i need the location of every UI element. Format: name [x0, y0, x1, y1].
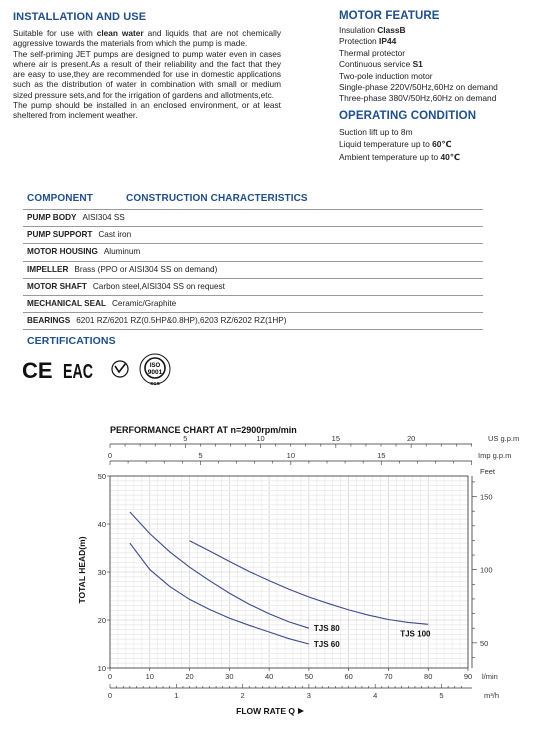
lmin-tick-label: 50 — [304, 672, 314, 681]
x-axis-label-text: FLOW RATE Q — [236, 706, 295, 716]
ce-mark-icon: CE — [22, 358, 53, 383]
lmin-tick-label: 90 — [463, 672, 473, 681]
impgpm-tick-label: 0 — [107, 451, 113, 460]
motor-three-phase: Three-phase 380V/50Hz,60Hz on demand — [339, 93, 497, 104]
iso-seal-text: ISO — [149, 363, 161, 369]
insulation-value: ClassB — [377, 25, 406, 35]
motor-insulation — [339, 25, 498, 36]
impgpm-unit-label: Imp g.p.m — [478, 451, 512, 460]
operating-condition-title: OPERATING CONDITION — [339, 110, 477, 122]
series-label: TJS 80 — [313, 624, 340, 634]
flow-arrow-icon — [298, 708, 304, 714]
row-value: Carbon steel,AISI304 SS on request — [92, 281, 225, 291]
component-header: COMPONENT — [27, 193, 93, 204]
impgpm-tick-label: 5 — [198, 451, 203, 460]
motor-protection — [339, 36, 498, 47]
service-label: Continuous service — [339, 59, 413, 70]
row-value: Brass (PPO or AISI304 SS on demand) — [74, 264, 218, 274]
motor-pole: Two-pole induction motor — [339, 70, 433, 81]
lmin-unit-label: l/min — [482, 672, 498, 681]
iso-9001-seal-icon — [140, 354, 170, 386]
m3h-tick-label: 3 — [306, 691, 311, 700]
row-key: MOTOR SHAFT — [27, 281, 87, 291]
feet-tick-label: 150 — [480, 492, 493, 502]
m3h-tick-label: 5 — [439, 691, 444, 700]
table-row — [23, 312, 483, 330]
impgpm-tick-label: 15 — [377, 451, 386, 460]
liquid-temp-value: 60℃ — [432, 139, 452, 150]
ambient-temp-value: 40℃ — [440, 151, 460, 162]
table-row — [23, 226, 483, 243]
row-value: 6201 RZ/6201 RZ(0.5HP&0.8HP),6203 RZ/6202 RZ(1HP) — [76, 316, 287, 326]
y-tick-label: 20 — [97, 616, 106, 625]
series-label: TJS 60 — [313, 640, 340, 649]
motor-single-phase: Single-phase 220V/50Hz,60Hz on demand — [339, 82, 498, 93]
row-key: MECHANICAL SEAL — [27, 298, 106, 308]
feet-tick-label: 50 — [480, 638, 489, 648]
usgpm-tick-label: 20 — [406, 434, 416, 443]
component-table-header — [27, 193, 308, 204]
lmin-tick-label: 10 — [145, 672, 154, 681]
m3h-tick-label: 2 — [240, 691, 245, 700]
motor-service — [339, 59, 498, 70]
feet-tick-label: 100 — [480, 565, 493, 575]
lmin-tick-label: 30 — [225, 672, 234, 681]
y-tick-label: 10 — [97, 664, 106, 673]
y-tick-label: 40 — [97, 520, 106, 529]
row-key: IMPELLER — [27, 264, 69, 274]
y-tick-label: 50 — [97, 472, 106, 481]
installation-title: INSTALLATION AND USE — [13, 11, 147, 23]
lmin-tick-label: 20 — [185, 672, 194, 681]
y-tick-label: 30 — [97, 568, 106, 577]
row-key: MOTOR HOUSING — [27, 247, 98, 257]
motor-feature-title: MOTOR FEATURE — [339, 10, 440, 22]
eac-mark-icon: EAC — [63, 361, 93, 383]
usgpm-tick-label: 15 — [331, 434, 341, 443]
row-key: BEARINGS — [27, 316, 71, 326]
m3h-tick-label: 1 — [174, 691, 179, 700]
ambient-temp-label: Ambient temperature up to — [339, 151, 441, 162]
liquid-temp-label: Liquid temperature up to — [339, 139, 433, 150]
table-row — [23, 278, 483, 295]
series-label: TJS 100 — [400, 629, 431, 639]
iso-seal-number: 9001 — [147, 369, 163, 376]
table-row — [23, 295, 483, 312]
row-value: AISI304 SS — [82, 213, 125, 222]
construction-header: CONSTRUCTION CHARACTERISTICS — [126, 193, 308, 204]
chart-title: PERFORMANCE CHART AT n=2900rpm/min — [110, 425, 297, 435]
lmin-tick-label: 70 — [384, 672, 393, 681]
usgpm-unit-label: US g.p.m — [488, 434, 520, 443]
m3h-tick-label: 4 — [373, 691, 378, 700]
row-key: PUMP BODY — [27, 213, 77, 222]
operating-suction: Suction lift up to 8m — [339, 127, 413, 137]
sgs-seal-text: SGS — [150, 381, 160, 386]
installation-text-post: and liquids that are not chemically aggressive towards the materials from which the pump is made. — [13, 28, 281, 49]
installation-paragraph-1 — [13, 28, 281, 49]
table-row — [23, 209, 483, 226]
x-axis-label — [236, 706, 295, 716]
clean-water-emphasis: clean water — [96, 28, 144, 38]
performance-chart — [70, 420, 520, 720]
row-value: Cast iron — [98, 230, 132, 240]
lmin-tick-label: 0 — [107, 672, 113, 681]
lmin-tick-label: 40 — [264, 672, 274, 681]
motor-thermal: Thermal protector — [339, 47, 406, 58]
installation-text-pre: Suitable for use with — [13, 28, 97, 38]
operating-condition-list — [339, 126, 460, 163]
series-line — [130, 543, 309, 644]
protection-value: IP44 — [379, 36, 397, 47]
installation-paragraph-2: The self-priming JET pumps are designed to pump water even in cases where air is present.As a result of their reliability and the fact that they are easy to use,they are recommended for use in domestic applications such as the distribution of water in combination with small or medium sized pressure sets,and for the irrigation of gardens and allotments,etc. — [13, 48, 281, 100]
protection-label: Protection — [339, 36, 380, 47]
lmin-tick-label: 60 — [344, 672, 353, 681]
lmin-tick-label: 80 — [424, 672, 433, 681]
feet-unit-label: Feet — [480, 467, 496, 476]
table-row — [23, 243, 483, 260]
table-row — [23, 261, 483, 278]
impgpm-tick-label: 10 — [286, 451, 296, 460]
operating-ambient-temp — [339, 151, 460, 163]
certifications-title: CERTIFICATIONS — [27, 335, 116, 347]
service-value: S1 — [412, 59, 423, 70]
usgpm-tick-label: 10 — [256, 434, 265, 443]
row-key: PUMP SUPPORT — [27, 230, 93, 240]
motor-feature-list — [339, 25, 498, 105]
row-value: Aluminum — [103, 247, 141, 257]
installation-paragraph-3: The pump should be installed in an enclosed environment, or at least sheltered from inclement weather. — [13, 100, 281, 121]
certification-marks — [22, 352, 182, 388]
y-axis-label: TOTAL HEAD(m) — [77, 536, 87, 604]
insulation-label: Insulation — [339, 25, 378, 35]
m3h-tick-label: 0 — [107, 691, 113, 700]
chart-series — [130, 512, 428, 644]
row-value: Ceramic/Graphite — [112, 298, 177, 308]
operating-liquid-temp — [339, 138, 460, 150]
certification-check-icon — [112, 361, 128, 377]
component-table — [23, 209, 483, 330]
m3h-unit-label: m³/h — [484, 691, 499, 700]
usgpm-tick-label: 5 — [183, 434, 188, 443]
installation-text — [13, 28, 281, 121]
series-line — [130, 512, 309, 628]
